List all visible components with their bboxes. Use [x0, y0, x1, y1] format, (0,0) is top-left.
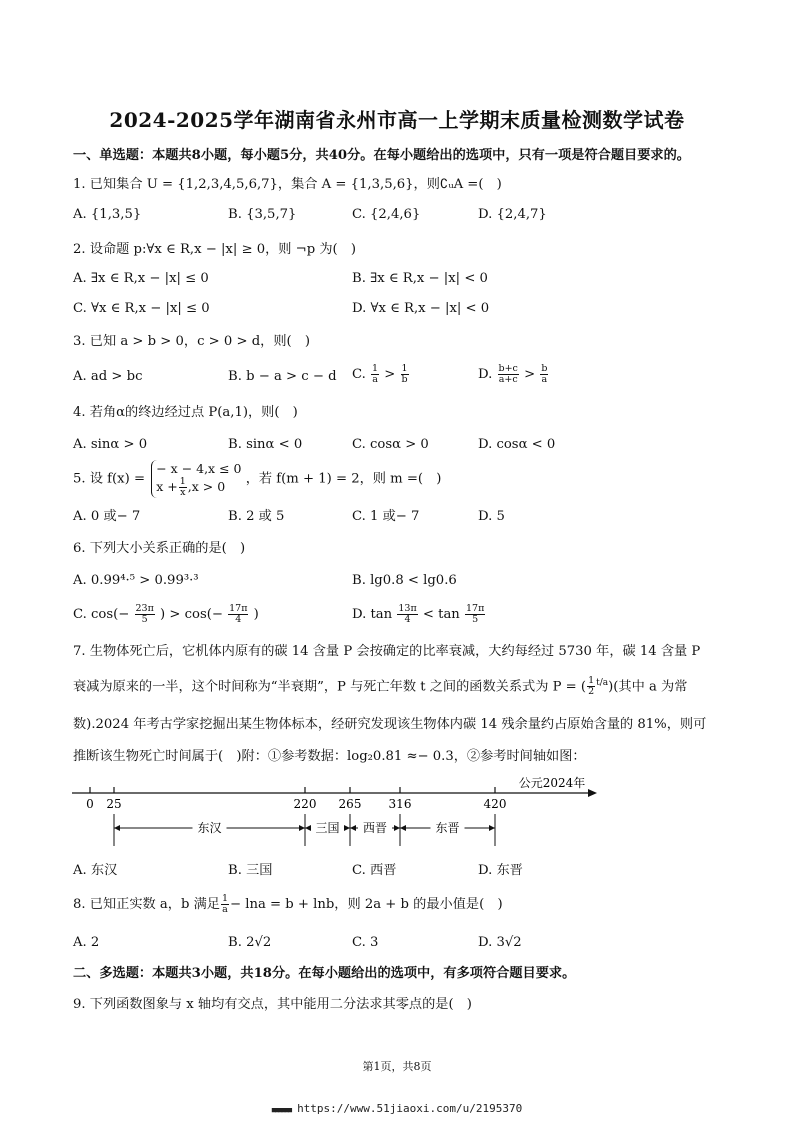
q2-option-c: C. ∀x ∈ R,x − |x| ≤ 0 [73, 301, 210, 316]
fraction: $\frac{17\pi}{5}$ [466, 603, 485, 625]
q8-option-d: D. 3√2 [478, 935, 522, 950]
q4-option-d: D. cosα < 0 [478, 437, 556, 452]
q5-option-c: C. 1 或− 7 [352, 509, 420, 524]
q7-line-2: 衰减为原来的一半，这个时间称为“半衰期”，P 与死亡年数 t 之间的函数关系式为 P = ( $\frac{1}{2}$ $^{t/a}$)(其中 a 为常 [73, 675, 688, 698]
q3-option-b: B. b − a > c − d [228, 369, 337, 384]
timeline-period [114, 821, 305, 835]
q8-option-b: B. 2√2 [228, 935, 272, 950]
fraction: $\frac{b}{a}$ [541, 363, 548, 385]
timeline-ticks [86, 787, 506, 846]
page-footer: 第1页，共8页 [362, 1060, 432, 1073]
arrow-right-icon [394, 825, 400, 831]
arrow-left-icon [305, 825, 311, 831]
timeline-period-label: 西晋 [362, 821, 388, 835]
q1-stem: 1. 已知集合 U = {1,2,3,4,5,6,7}，集合 A = {1,3,5,6}，则∁ᵤA =( ) [73, 177, 502, 192]
timeline-period-label: 三国 [315, 821, 340, 835]
q5-stem: 5. 设 f(x) = − x − 4,x ≤ 0 x + $\frac{1}{x}$ ,x > 0 ，若 f(m + 1) = 2，则 m =( ) [73, 461, 442, 498]
fraction: $\frac{23\pi}{5}$ [135, 603, 154, 625]
q6-option-d: D. tan $\frac{13\pi}{4}$ < tan $\frac{17\pi}{5}$ [352, 603, 485, 625]
q1-option-c: C. {2,4,6} [352, 207, 421, 222]
fraction: $\frac{1}{2}$ [588, 675, 595, 698]
timeline-tick-label: 25 [106, 797, 122, 811]
q7-option-a: A. 东汉 [73, 863, 118, 878]
piecewise-brace: − x − 4,x ≤ 0 x + $\frac{1}{x}$ ,x > 0 [151, 460, 241, 498]
q1-option-a: A. {1,3,5} [73, 207, 142, 222]
q7-option-c: C. 西晋 [352, 863, 397, 878]
watermark-mark: ■■■■■■ [271, 1106, 292, 1114]
q3-stem: 3. 已知 a > b > 0，c > 0 > d，则( ) [73, 334, 311, 349]
q5-option-d: D. 5 [478, 509, 505, 524]
timeline-period [350, 821, 400, 835]
arrow-right-icon [299, 825, 305, 831]
q4-option-a: A. sinα > 0 [73, 437, 148, 452]
q8-stem: 8. 已知正实数 a，b 满足 $\frac{1}{a}$ − lna = b + lnb，则 2a + b 的最小值是( ) [73, 893, 503, 915]
q4-option-b: B. sinα < 0 [228, 437, 303, 452]
section-single-choice: 一、单选题：本题共8小题，每小题5分，共40分。在每小题给出的选项中，只有一项是符合题目要求的。 [73, 148, 690, 163]
q7-option-b: B. 三国 [228, 863, 273, 878]
timeline-tick-label: 316 [388, 797, 412, 811]
timeline-tick-label: 0 [86, 797, 94, 811]
timeline-tick-label: 420 [483, 797, 507, 811]
q6-option-a: A. 0.99⁴·⁵ > 0.99³·³ [73, 573, 199, 588]
q3-option-a: A. ad > bc [73, 369, 143, 384]
q2-option-d: D. ∀x ∈ R,x − |x| < 0 [352, 301, 490, 316]
url-text: https://www.51jiaoxi.com/u/2195370 [297, 1102, 523, 1115]
q8-option-a: A. 2 [73, 935, 100, 950]
arrow-left-icon [114, 825, 120, 831]
section-multiple-choice: 二、多选题：本题共3小题，共18分。在每小题给出的选项中，有多项符合题目要求。 [73, 966, 576, 981]
timeline-arrow-icon [588, 789, 597, 797]
q4-option-c: C. cosα > 0 [352, 437, 429, 452]
q5-option-b: B. 2 或 5 [228, 509, 285, 524]
q2-option-b: B. ∃x ∈ R,x − |x| < 0 [352, 271, 488, 286]
q4-stem: 4. 若角α的终边经过点 P(a,1)，则( ) [73, 405, 298, 420]
fraction: $\frac{1}{x}$ [179, 476, 186, 498]
q5-option-a: A. 0 或− 7 [73, 509, 141, 524]
timeline-period-label: 东晋 [435, 821, 460, 835]
fraction: $\frac{17\pi}{4}$ [229, 603, 248, 625]
q9-stem: 9. 下列函数图象与 x 轴均有交点，其中能用二分法求其零点的是( ) [73, 997, 472, 1012]
q6-option-b: B. lg0.8 < lg0.6 [352, 573, 457, 588]
arrow-left-icon [400, 825, 406, 831]
q7-option-d: D. 东晋 [478, 863, 523, 878]
q6-stem: 6. 下列大小关系正确的是( ) [73, 541, 246, 556]
q2-stem: 2. 设命题 p:∀x ∈ R,x − |x| ≥ 0，则 ¬p 为( ) [73, 242, 357, 257]
q8-option-c: C. 3 [352, 935, 379, 950]
arrow-left-icon [350, 825, 356, 831]
q1-option-b: B. {3,5,7} [228, 207, 297, 222]
timeline-period-label: 东汉 [197, 821, 222, 835]
q7-line-4: 推断该生物死亡时间属于( )附：①参考数据：log₂0.81 ≈− 0.3，②参考时间轴如图： [73, 749, 586, 764]
arrow-right-icon [489, 825, 495, 831]
fraction: $\frac{13\pi}{4}$ [398, 603, 417, 625]
fraction: $\frac{b+c}{a+c}$ [498, 363, 518, 385]
q2-option-a: A. ∃x ∈ R,x − |x| ≤ 0 [73, 271, 209, 286]
q6-option-c: C. cos(− $\frac{23\pi}{5}$ ) > cos(− $\frac{17\pi}{4}$ ) [73, 603, 259, 625]
q7-line-3: 数).2024 年考古学家挖掘出某生物体标本，经研究发现该生物体内碳 14 残余量约占原始含量的 81%，则可 [73, 717, 707, 732]
arrow-right-icon [344, 825, 350, 831]
fraction: $\frac{1}{a}$ [372, 363, 379, 385]
fraction: $\frac{1}{b}$ [401, 363, 408, 385]
timeline-tick-label: 220 [293, 797, 317, 811]
timeline-tick-label: 265 [338, 797, 362, 811]
timeline-label: 公元2024年 [518, 776, 586, 790]
exam-title: 2024-2025学年湖南省永州市高一上学期末质量检测数学试卷 [109, 108, 685, 132]
source-url [0, 1102, 794, 1115]
q3-option-d: D. $\frac{b+c}{a+c}$ > $\frac{b}{a}$ [478, 363, 548, 385]
fraction: $\frac{1}{a}$ [221, 893, 229, 915]
q1-option-d: D. {2,4,7} [478, 207, 547, 222]
q7-line-1: 7. 生物体死亡后，它机体内原有的碳 14 含量 P 会按确定的比率衰减，大约每经过 5730 年，碳 14 含量 P [73, 644, 701, 659]
timeline-period [400, 821, 495, 835]
timeline-period [305, 821, 350, 835]
timeline-diagram [60, 770, 600, 850]
q3-option-c: C. $\frac{1}{a}$ > $\frac{1}{b}$ [352, 363, 408, 385]
